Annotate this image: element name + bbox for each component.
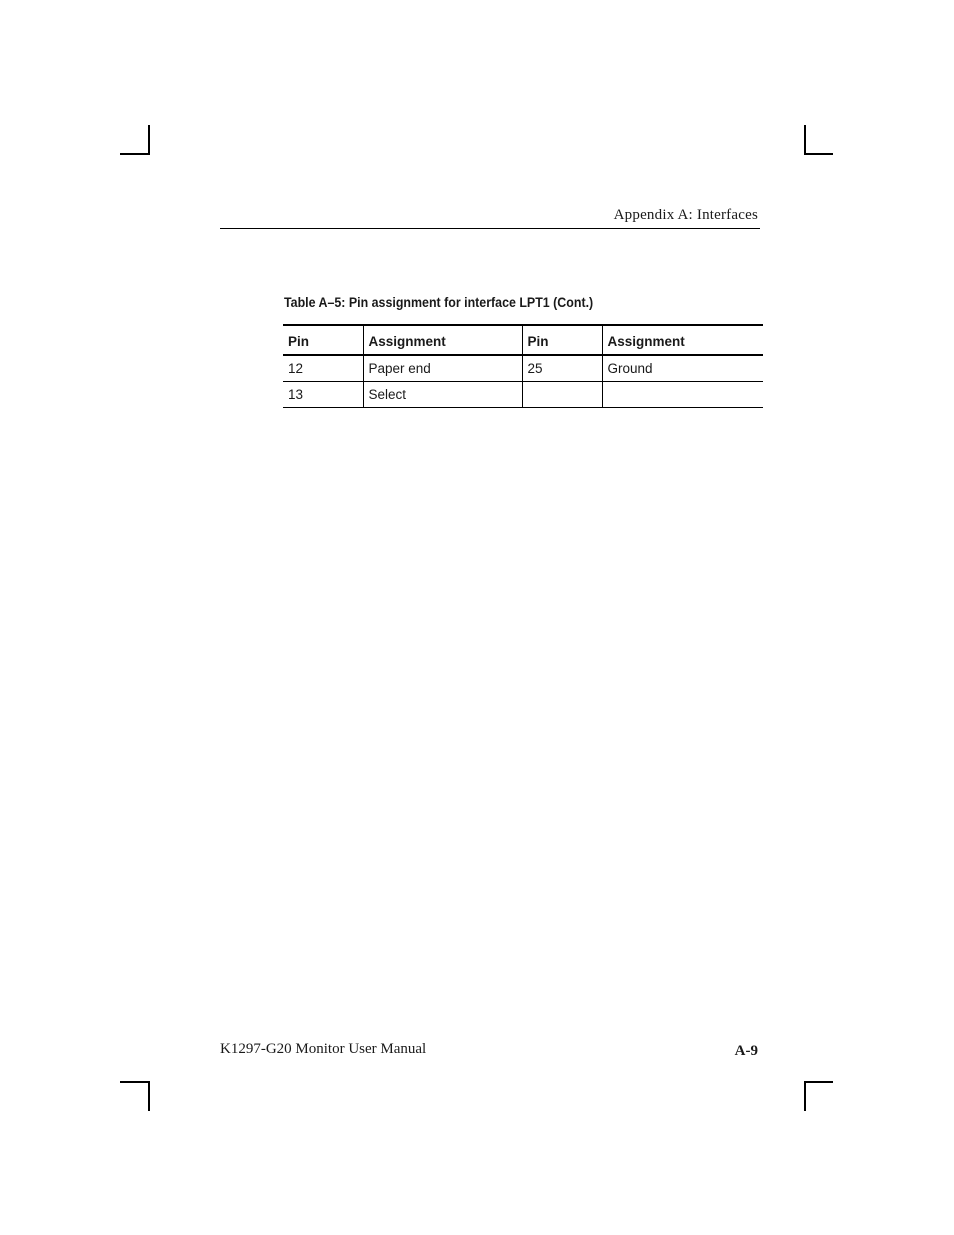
pin-cell: 25 bbox=[522, 355, 602, 382]
column-header-pin: Pin bbox=[283, 325, 363, 355]
pin-cell bbox=[522, 382, 602, 408]
running-header: Appendix A: Interfaces bbox=[613, 207, 758, 223]
assignment-cell: Ground bbox=[602, 355, 763, 382]
table-row bbox=[283, 382, 763, 408]
header-rule bbox=[220, 228, 760, 229]
crop-mark-top-right-vertical bbox=[804, 125, 806, 155]
column-header-assignment: Assignment bbox=[363, 325, 522, 355]
pin-cell: 12 bbox=[283, 355, 363, 382]
crop-mark-top-left-horizontal bbox=[120, 153, 150, 155]
column-header-assignment: Assignment bbox=[602, 325, 763, 355]
crop-mark-bottom-left-horizontal bbox=[120, 1081, 150, 1083]
table-caption: Table A–5: Pin assignment for interface LPT1 (Cont.) bbox=[284, 295, 594, 310]
footer-manual-title: K1297-G20 Monitor User Manual bbox=[220, 1041, 427, 1057]
table-row bbox=[283, 355, 763, 382]
crop-mark-bottom-right-horizontal bbox=[804, 1081, 833, 1083]
page-number: A-9 bbox=[734, 1043, 758, 1059]
assignment-cell: Select bbox=[363, 382, 522, 408]
assignment-cell: Paper end bbox=[363, 355, 522, 382]
pin-cell: 13 bbox=[283, 382, 363, 408]
crop-mark-bottom-right-vertical bbox=[804, 1081, 806, 1111]
assignment-cell bbox=[602, 382, 763, 408]
table-header-row bbox=[283, 325, 763, 355]
column-header-pin: Pin bbox=[522, 325, 602, 355]
crop-mark-top-right-horizontal bbox=[804, 153, 833, 155]
crop-mark-bottom-left-vertical bbox=[148, 1081, 150, 1111]
pin-assignment-table bbox=[283, 324, 763, 408]
crop-mark-top-left-vertical bbox=[148, 125, 150, 155]
